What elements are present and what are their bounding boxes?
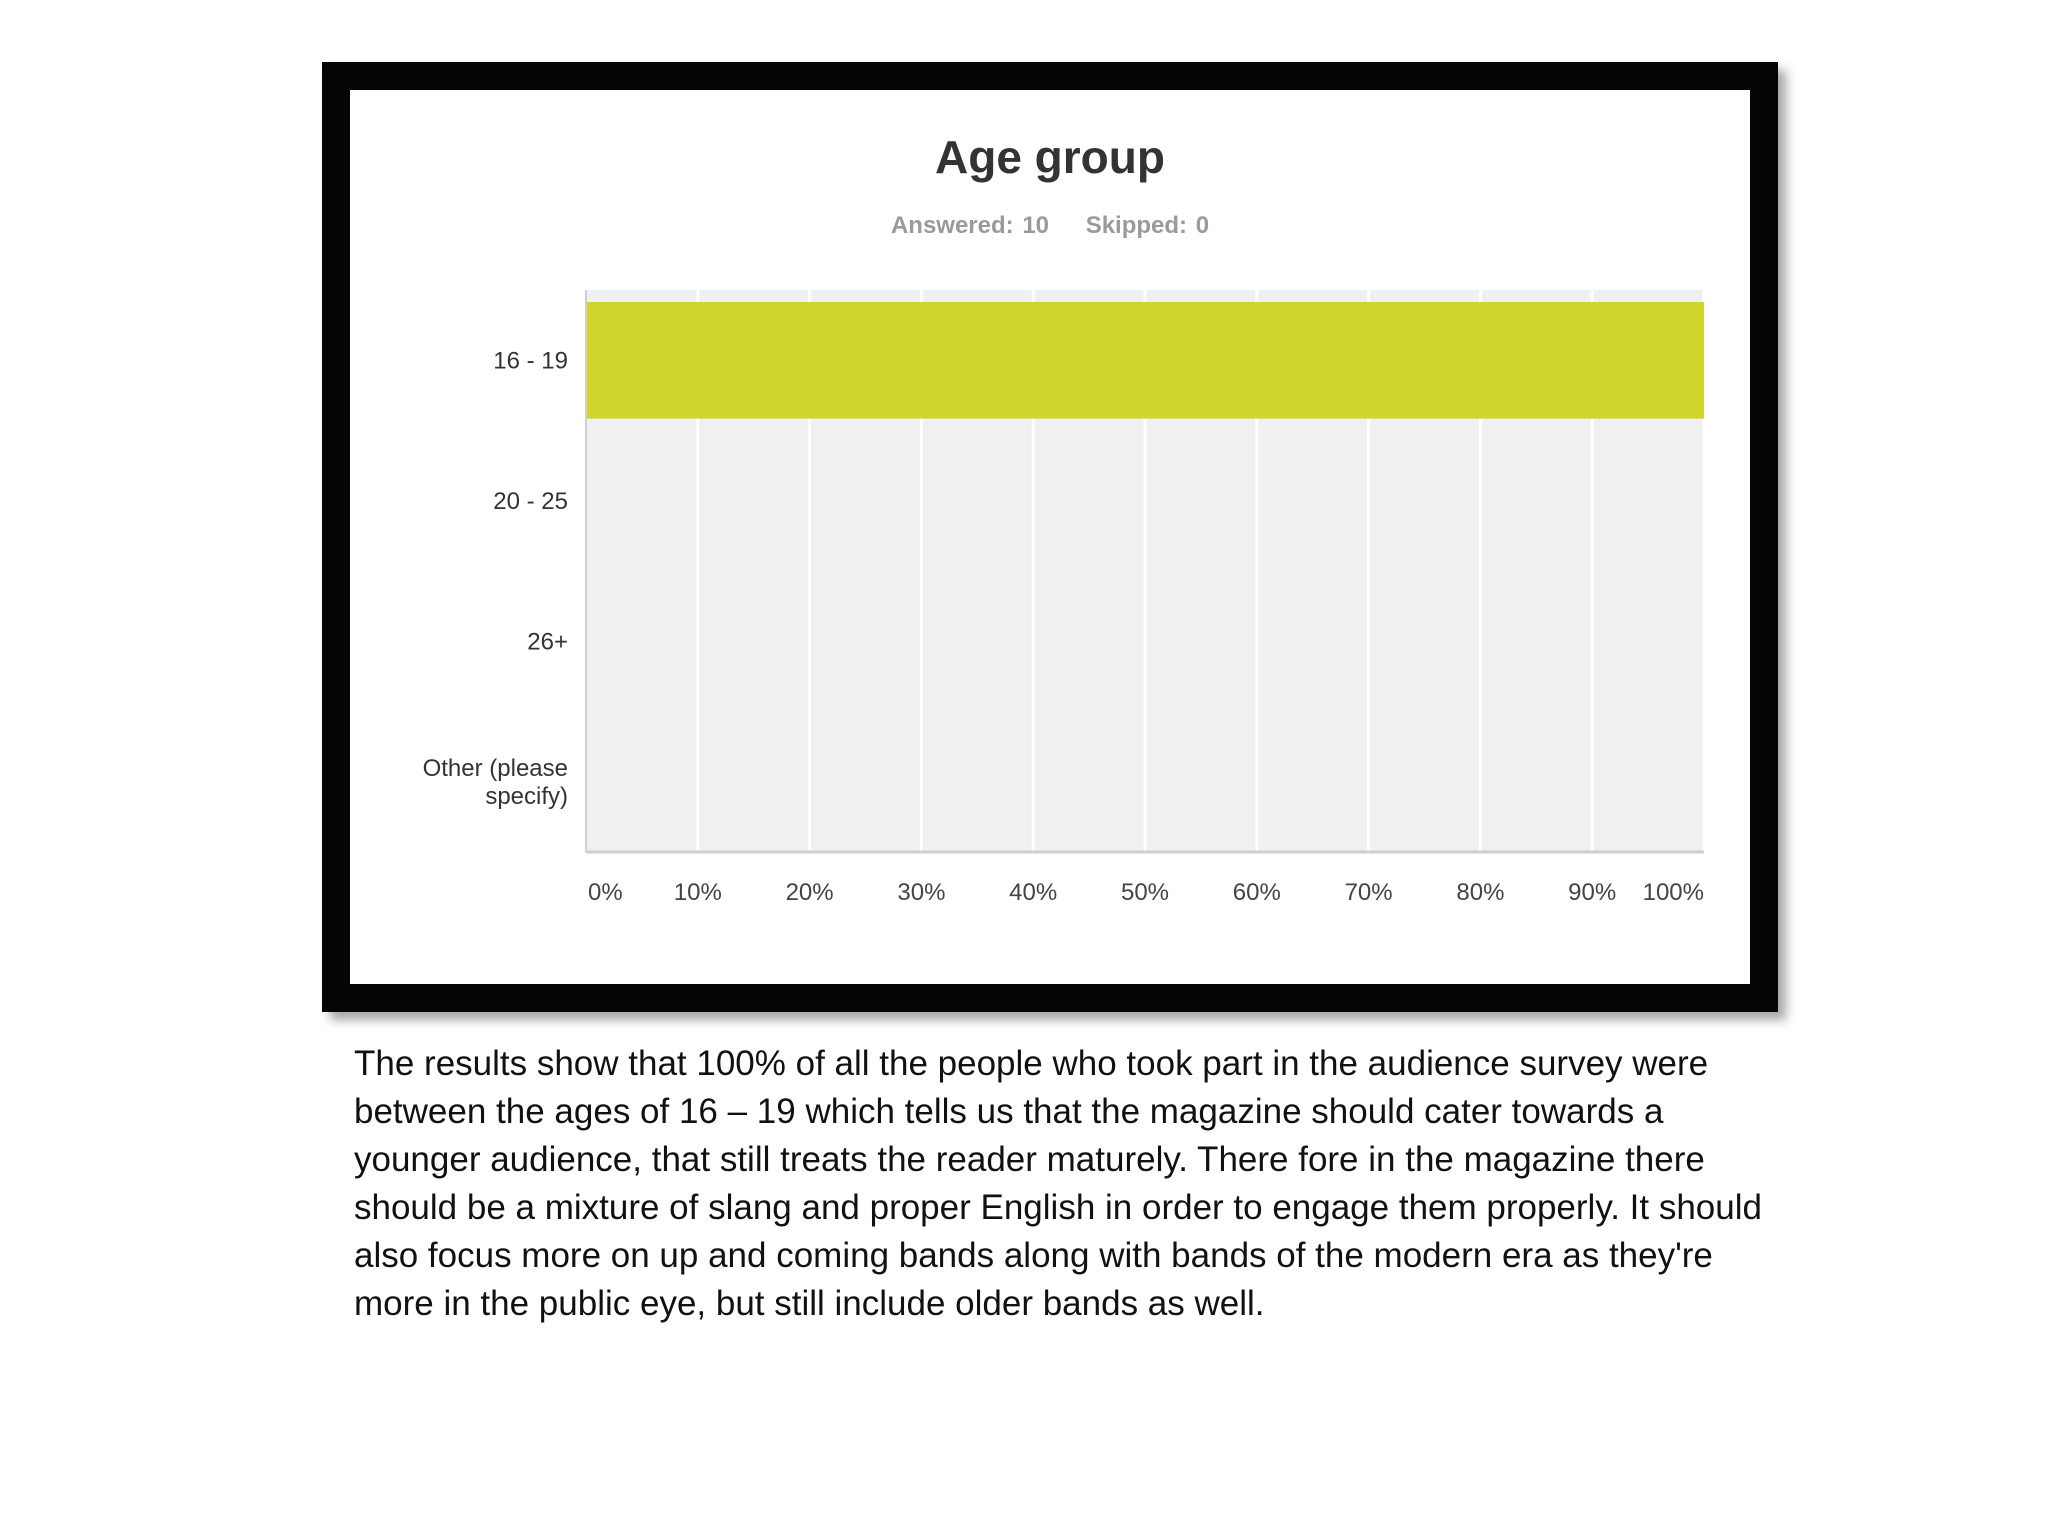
x-tick-label: 10% bbox=[673, 879, 722, 906]
chart-title: Age group bbox=[935, 131, 1165, 183]
answered-count: Answered: 10 bbox=[890, 212, 1050, 239]
chart-frame bbox=[322, 62, 1778, 1012]
category-label: 16 - 19 bbox=[493, 347, 568, 375]
x-tick-label: 60% bbox=[1232, 879, 1281, 906]
category-label: Other (please specify) bbox=[422, 754, 568, 810]
x-tick-label: 90% bbox=[1568, 879, 1617, 906]
x-tick-label: 50% bbox=[1120, 879, 1170, 906]
x-tick-label: 30% bbox=[897, 879, 946, 906]
bar-chart bbox=[350, 90, 1750, 984]
category-label: 20 - 25 bbox=[493, 487, 568, 515]
bar-1 bbox=[586, 302, 1704, 419]
analysis-caption: The results show that 100% of all the people who took part in the audience survey were between the ages of 16 – 19 which tells us that the magazine should cater towards a younger audience, that still treats the reader maturely. There fore in the magazine there should be a mixture of slang and proper English in order to engage them properly. It should also focus more on up and coming bands along with bands of the modern era as they're more in the public eye, but still include older bands as well. bbox=[354, 1044, 1762, 1323]
chart-panel bbox=[350, 90, 1750, 984]
x-tick-label: 70% bbox=[1344, 879, 1393, 906]
x-tick-label: 80% bbox=[1456, 879, 1505, 906]
category-label: 26+ bbox=[527, 628, 568, 656]
x-tick-label: 20% bbox=[785, 879, 834, 906]
x-tick-label: 100% bbox=[1642, 879, 1704, 906]
skipped-count: Skipped: 0 bbox=[1085, 212, 1210, 239]
x-tick-label: 0% bbox=[588, 879, 623, 906]
x-tick-label: 40% bbox=[1009, 879, 1058, 906]
